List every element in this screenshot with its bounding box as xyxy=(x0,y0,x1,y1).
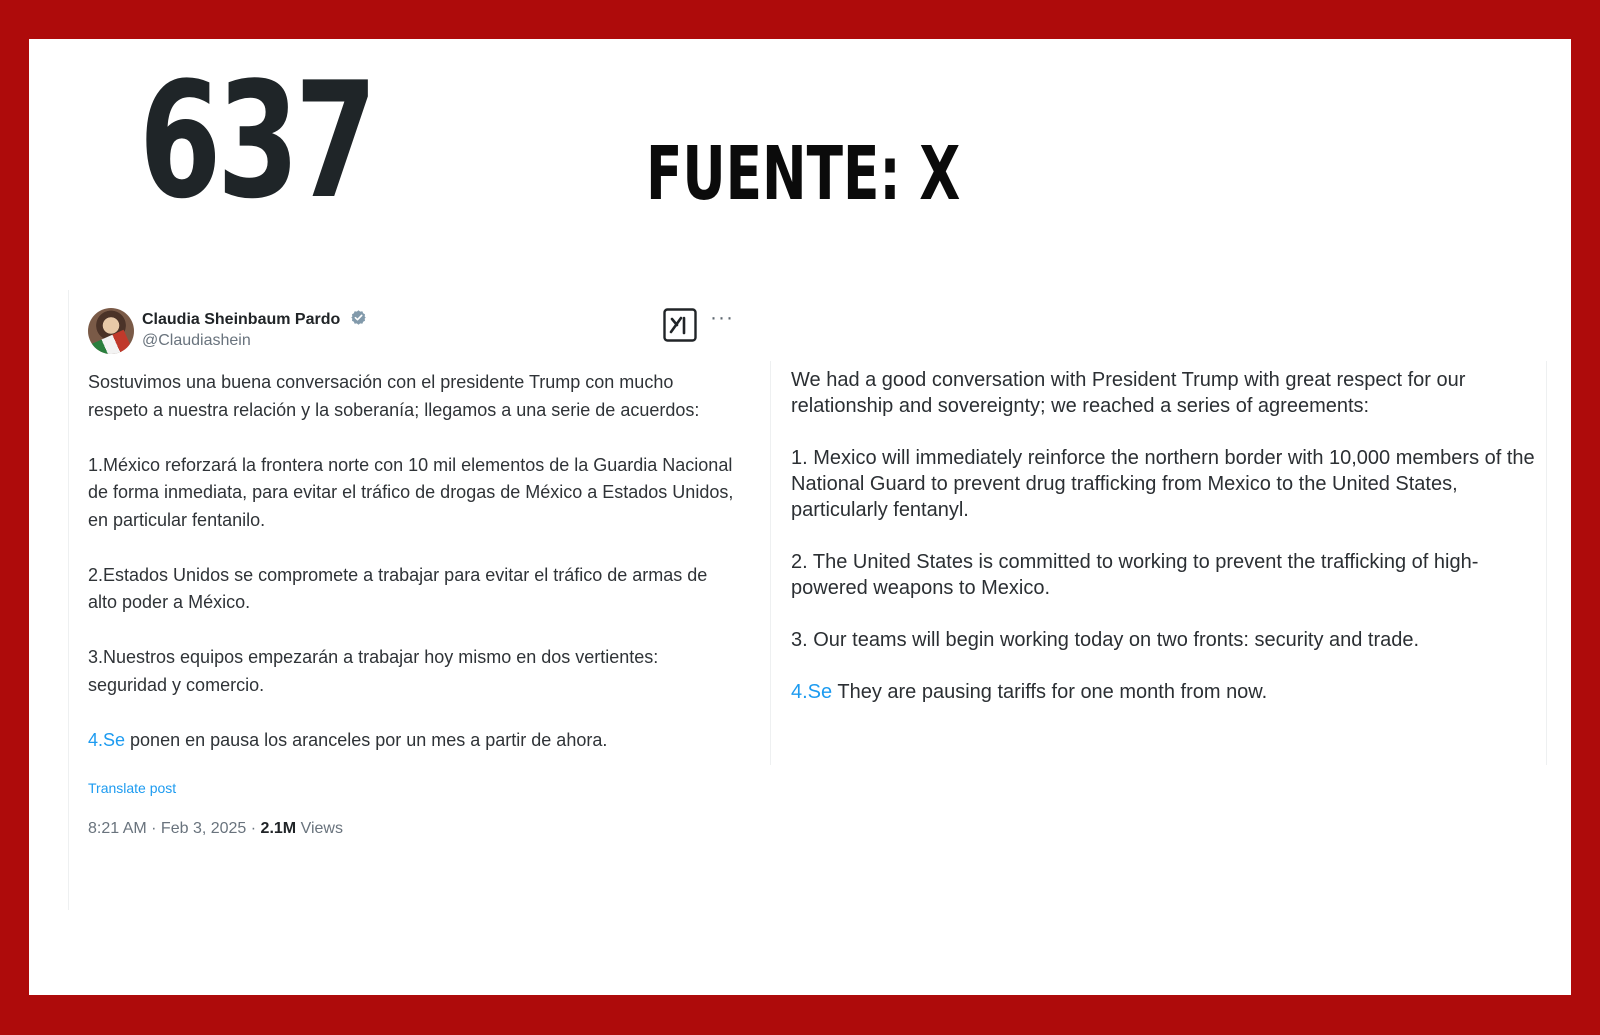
translation-paragraph-4-text: They are pausing tariffs for one month from now. xyxy=(832,681,1268,703)
translate-post-link[interactable]: Translate post xyxy=(88,780,177,796)
translation-paragraph-4 xyxy=(791,679,1536,705)
tweet-timestamp[interactable]: 8:21 AM · Feb 3, 2025 · xyxy=(88,820,261,837)
verified-badge-icon xyxy=(350,309,367,326)
grok-icon[interactable] xyxy=(663,308,697,342)
avatar-sash xyxy=(91,330,134,354)
tweet-paragraph-intro: Sostuvimos una buena conversación con el presidente Trump con mucho respeto a nuestra relación y la soberanía; llegamos a una serie de acuerdos: xyxy=(88,372,700,420)
author-handle[interactable]: @Claudiashein xyxy=(142,332,251,349)
views-label: Views xyxy=(296,820,343,837)
translation-paragraph-intro: We had a good conversation with President Trump with great respect for our relationship and sovereignty; we reached a series of agreements: xyxy=(791,369,1466,417)
translation-panel xyxy=(770,361,1547,765)
tweet-paragraph-4-text: ponen en pausa los aranceles por un mes a partir de ahora. xyxy=(125,729,608,750)
tweet-body xyxy=(88,369,738,754)
tweet-paragraph-4 xyxy=(88,727,738,755)
views-count: 2.1M xyxy=(260,820,297,837)
graphic-card xyxy=(29,39,1571,995)
author-name[interactable] xyxy=(142,309,367,329)
translation-body xyxy=(791,367,1536,705)
translation-paragraph-3: 3. Our teams will begin working today on two fronts: security and trade. xyxy=(791,629,1420,651)
tweet-paragraph-4-link[interactable]: 4.Se xyxy=(88,729,126,750)
tweet-paragraph-1: 1.México reforzará la frontera norte con 10 mil elementos de la Guardia Nacional de forma inmediata, para evitar el tráfico de drogas de México a Estados Unidos, en particular fentanilo. xyxy=(88,454,734,530)
translation-paragraph-4-link[interactable]: 4.Se xyxy=(791,681,833,703)
avatar[interactable] xyxy=(88,308,134,354)
translation-paragraph-1: 1. Mexico will immediately reinforce the northern border with 10,000 members of the National Guard to prevent drug trafficking from Mexico to the United States, particularly fentanyl. xyxy=(791,447,1535,521)
author-name-text: Claudia Sheinbaum Pardo xyxy=(142,311,341,328)
tweet-paragraph-3: 3.Nuestros equipos empezarán a trabajar hoy mismo en dos vertientes: seguridad y comercio. xyxy=(88,647,659,695)
tweet-meta xyxy=(88,820,343,838)
big-number: 637 xyxy=(139,47,373,234)
tweet-paragraph-2: 2.Estados Unidos se compromete a trabajar para evitar el tráfico de armas de alto poder a México. xyxy=(88,564,708,612)
more-icon[interactable]: ··· xyxy=(710,306,734,329)
tweet-screenshot xyxy=(68,290,769,910)
source-label: FUENTE: X xyxy=(646,131,961,217)
translation-paragraph-2: 2. The United States is committed to working to prevent the trafficking of high-powered weapons to Mexico. xyxy=(791,551,1479,599)
